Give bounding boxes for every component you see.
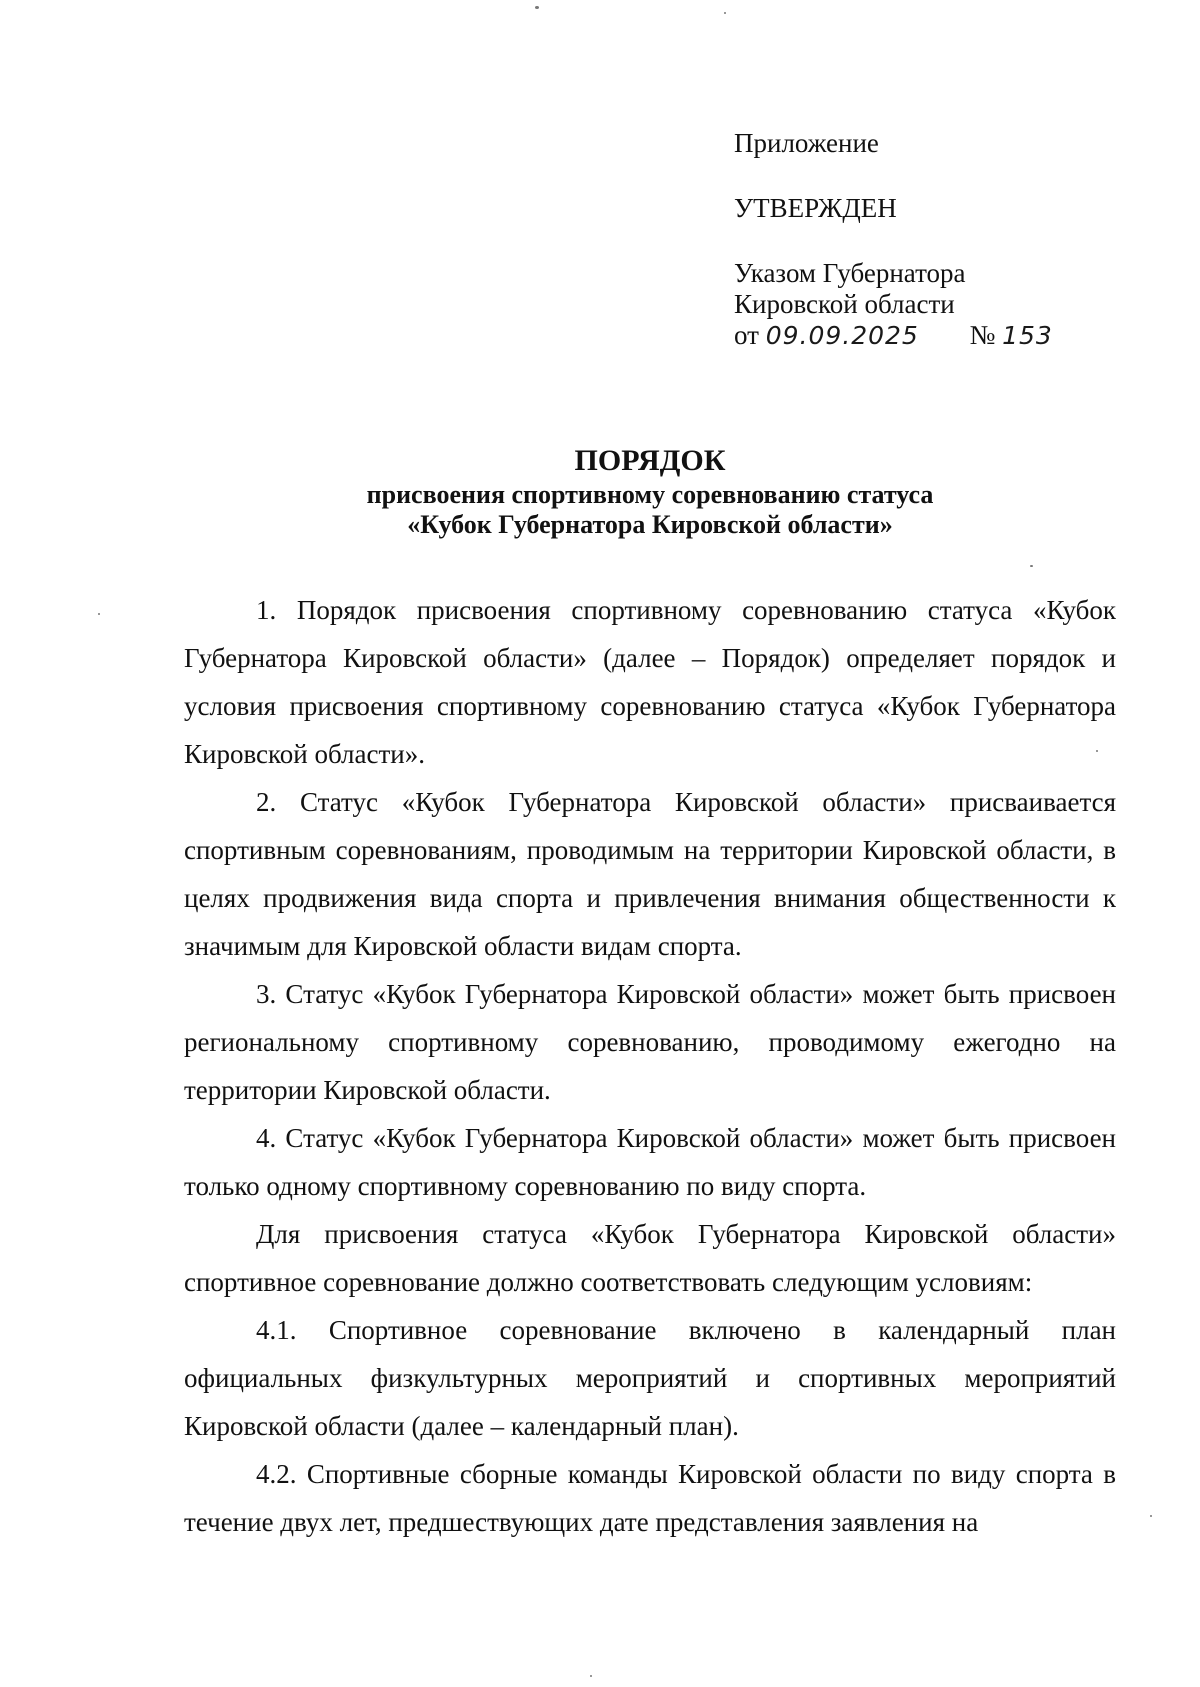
scan-speck [1030, 565, 1033, 567]
approval-block [734, 128, 1074, 351]
document-title [180, 442, 1120, 540]
scan-speck [590, 1675, 592, 1677]
paragraph-4-2: 4.2. Спортивные сборные команды Кировской области по виду спорта в течение двух лет, предшествующих дате представления заявления на [184, 1459, 1116, 1537]
paragraph-1: 1. Порядок присвоения спортивному соревнованию статуса «Кубок Губернатора Кировской области» (далее – Порядок) определяет порядок и условия присвоения спортивному соревнованию статуса «Кубок Губернатора Кировской области». [184, 595, 1116, 769]
paragraph-conditions-intro: Для присвоения статуса «Кубок Губернатора Кировской области» спортивное соревнование должно соответствовать следующим условиям: [184, 1219, 1116, 1297]
number-prefix: № [969, 320, 996, 350]
scan-speck [1150, 1515, 1152, 1517]
handwritten-date: 09.09.2025 [765, 321, 919, 350]
handwritten-number: 153 [1002, 321, 1053, 350]
decree-date-line [734, 320, 1074, 351]
date-prefix: от [734, 320, 759, 350]
decree-line-2: Кировской области [734, 289, 955, 319]
paragraph-4: 4. Статус «Кубок Губернатора Кировской области» может быть присвоен только одному спортивному соревнованию по виду спорта. [184, 1123, 1116, 1201]
scan-speck [535, 6, 539, 9]
scan-speck [1096, 750, 1098, 752]
title-subtitle-line-2: «Кубок Губернатора Кировской области» [407, 510, 893, 539]
title-main: ПОРЯДОК [574, 444, 726, 477]
decree-line-1: Указом Губернатора [734, 258, 966, 288]
paragraph-4-1: 4.1. Спортивное соревнование включено в календарный план официальных физкультурных мероприятий и спортивных мероприятий Кировской области (далее – календарный план). [184, 1315, 1116, 1441]
paragraph-2: 2. Статус «Кубок Губернатора Кировской области» присваивается спортивным соревнованиям, проводимым на территории Кировской области, в целях продвижения вида спорта и привлечения внимания общественности к значимым для Кировской области видам спорта. [184, 787, 1116, 961]
approved-label: УТВЕРЖДЕН [734, 193, 897, 223]
document-body [184, 586, 1116, 1546]
title-subtitle-line-1: присвоения спортивному соревнованию статуса [366, 480, 934, 509]
paragraph-3: 3. Статус «Кубок Губернатора Кировской области» может быть присвоен региональному спортивному соревнованию, проводимому ежегодно на территории Кировской области. [184, 979, 1116, 1105]
scan-speck [98, 613, 100, 615]
scan-speck [724, 12, 726, 14]
appendix-label: Приложение [734, 128, 879, 158]
